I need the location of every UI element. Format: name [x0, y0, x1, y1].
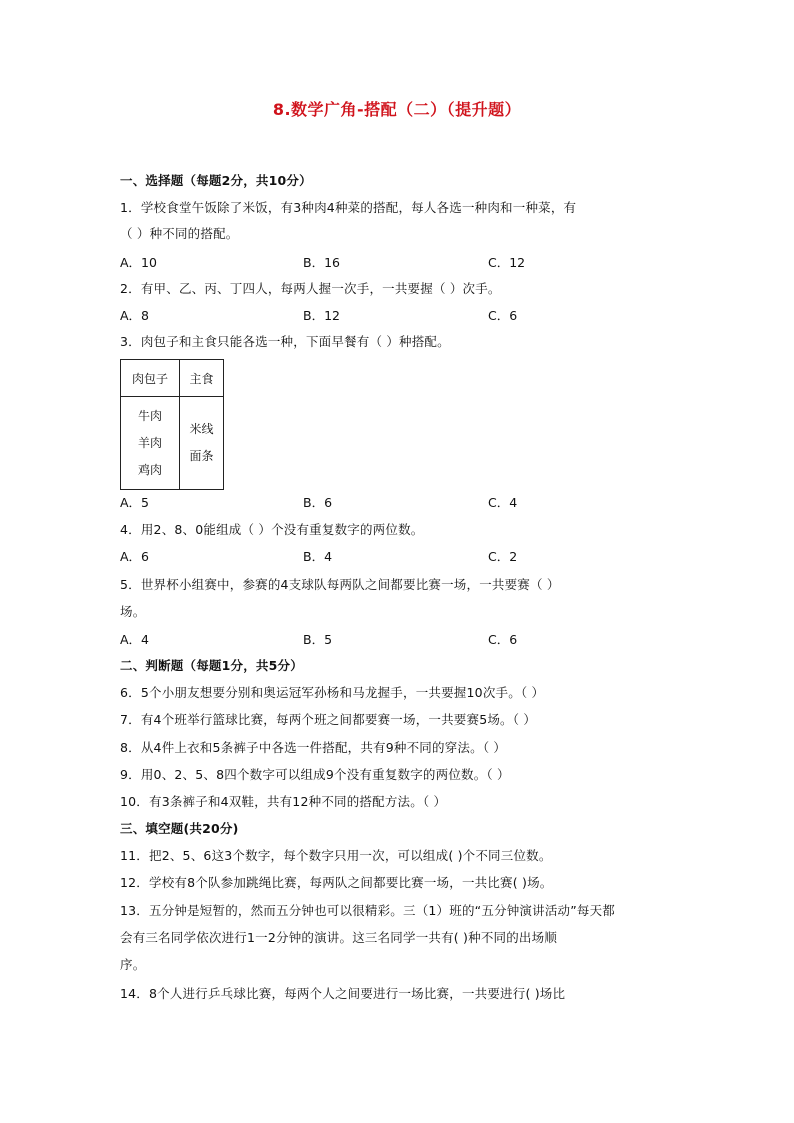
question-1-line-1: 1．学校食堂午饭除了米饭，有3种肉4种菜的搭配，每人各选一种肉和一种菜，有	[120, 200, 577, 215]
q5-option-a: A．4	[120, 632, 150, 647]
q3-option-b: B．6	[303, 495, 333, 510]
question-6: 6．5个小朋友想要分别和奥运冠军孙杨和马龙握手，一共要握10次手。（ ）	[120, 685, 545, 700]
question-8: 8．从4件上衣和5条裤子中各选一件搭配，共有9种不同的穿法。（ ）	[120, 740, 507, 755]
table-header-staple: 主食	[180, 360, 224, 397]
table-cell-staples	[180, 397, 224, 490]
q2-option-b: B．12	[303, 308, 340, 323]
q1-option-b: B．16	[303, 255, 340, 270]
breakfast-menu-table	[120, 359, 224, 490]
meat-beef: 牛肉	[137, 408, 162, 423]
staple-noodles: 面条	[189, 449, 214, 463]
q1-option-a: A．10	[120, 255, 157, 270]
question-1-line-2: （ ）种不同的搭配。	[120, 226, 239, 241]
q1-option-c: C．12	[488, 255, 526, 270]
q3-option-c: C．4	[488, 495, 518, 510]
table-header-meat-bun: 肉包子	[121, 360, 180, 397]
q4-option-c: C．2	[488, 549, 518, 564]
meat-chicken: 鸡肉	[137, 462, 162, 477]
q3-option-a: A．5	[120, 495, 150, 510]
meat-mutton: 羊肉	[137, 435, 162, 450]
question-14: 14．8个人进行乒乓球比赛，每两个人之间要进行一场比赛，一共要进行( )场比	[120, 986, 566, 1001]
question-5-line-2: 场。	[120, 604, 146, 619]
question-7: 7．有4个班举行篮球比赛，每两个班之间都要赛一场，一共要赛5场。（ ）	[120, 712, 537, 727]
question-13-line-2: 会有三名同学依次进行1一2分钟的演讲。这三名同学一共有( )种不同的出场顺	[120, 930, 558, 945]
section-heading-choice: 一、选择题（每题2分，共10分）	[120, 173, 312, 188]
question-3: 3．肉包子和主食只能各选一种，下面早餐有（ ）种搭配。	[120, 334, 450, 349]
page-title: 8.数学广角-搭配（二）（提升题）	[272, 100, 522, 119]
q2-option-c: C．6	[488, 308, 518, 323]
table-cell-meats	[121, 397, 180, 490]
question-12: 12．学校有8个队参加跳绳比赛，每两队之间都要比赛一场，一共比赛( )场。	[120, 875, 553, 890]
question-13-line-3: 序。	[120, 957, 146, 972]
question-9: 9．用0、2、5、8四个数字可以组成9个没有重复数字的两位数。（ ）	[120, 767, 510, 782]
question-2: 2．有甲、乙、丙、丁四人，每两人握一次手，一共要握（ ）次手。	[120, 281, 501, 296]
q5-option-c: C．6	[488, 632, 518, 647]
question-4: 4．用2、8、0能组成（ ）个没有重复数字的两位数。	[120, 522, 424, 537]
q4-option-b: B．4	[303, 549, 333, 564]
question-10: 10．有3条裤子和4双鞋，共有12种不同的搭配方法。（ ）	[120, 794, 447, 809]
question-11: 11．把2、5、6这3个数字，每个数字只用一次，可以组成( )个不同三位数。	[120, 848, 552, 863]
question-13-line-1: 13．五分钟是短暂的，然而五分钟也可以很精彩。三（1）班的“五分钟演讲活动”每天都	[120, 903, 616, 918]
section-heading-judge: 二、判断题（每题1分，共5分）	[120, 658, 303, 673]
staple-rice-noodle: 米线	[189, 422, 214, 436]
q4-option-a: A．6	[120, 549, 150, 564]
q5-option-b: B．5	[303, 632, 333, 647]
section-heading-fill: 三、填空题(共20分)	[120, 821, 239, 836]
question-5-line-1: 5．世界杯小组赛中，参赛的4支球队每两队之间都要比赛一场，一共要赛（ ）	[120, 577, 560, 592]
q2-option-a: A．8	[120, 308, 150, 323]
